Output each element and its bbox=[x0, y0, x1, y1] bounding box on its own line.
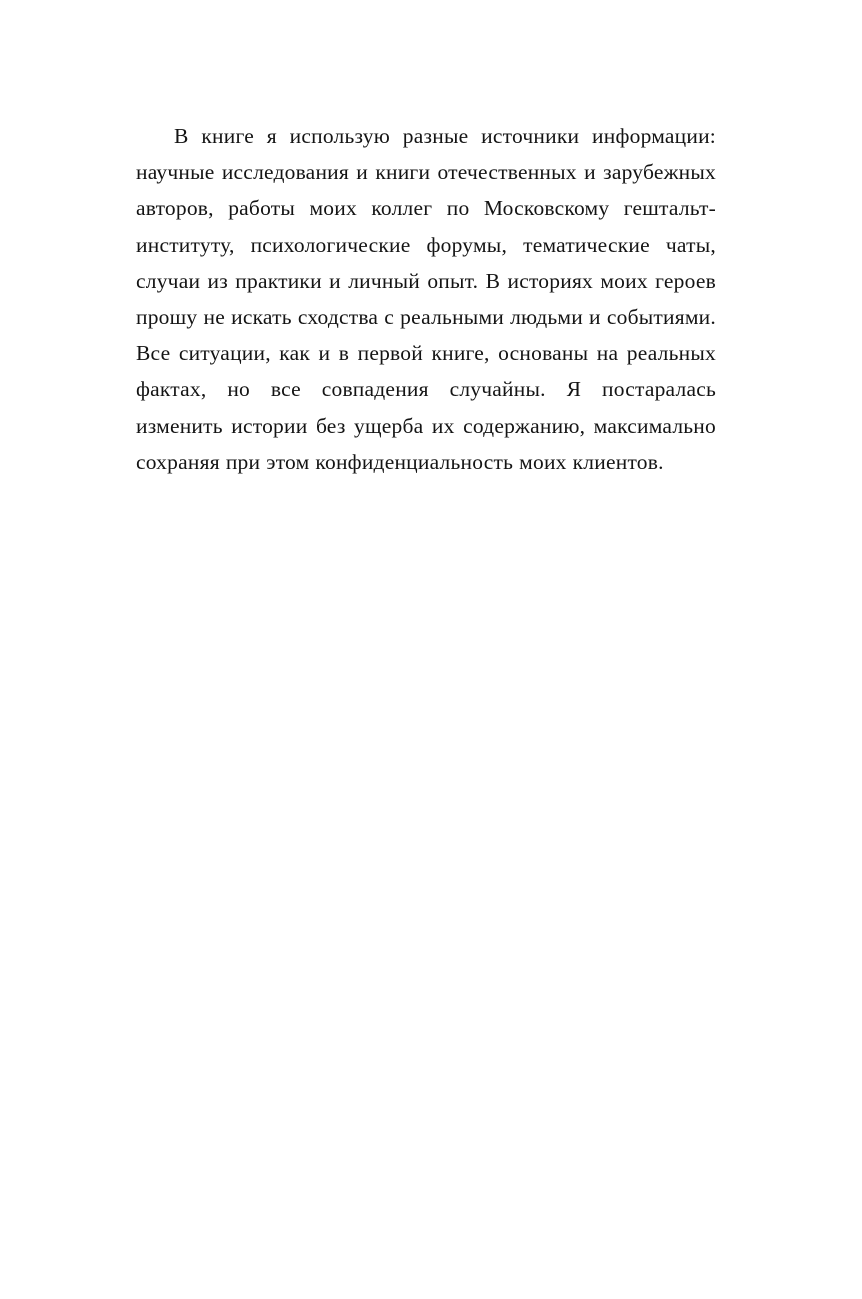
paragraph: В книге я использую разные источники информации: научные исследования и книги отечественных и зарубежных авторов, работы моих коллег по Московскому гештальт-институту, психологические форумы, тематические чаты, случаи из практики и личный опыт. В историях моих героев прошу не искать сходства с реальными людьми и событиями. Все ситуации, как и в первой книге, основаны на реальных фактах, но все совпадения случайны. Я постаралась изменить истории без ущерба их содержанию, максимально сохраняя при этом конфиденциальность моих клиентов. bbox=[136, 124, 716, 474]
page-text-block bbox=[136, 118, 716, 480]
